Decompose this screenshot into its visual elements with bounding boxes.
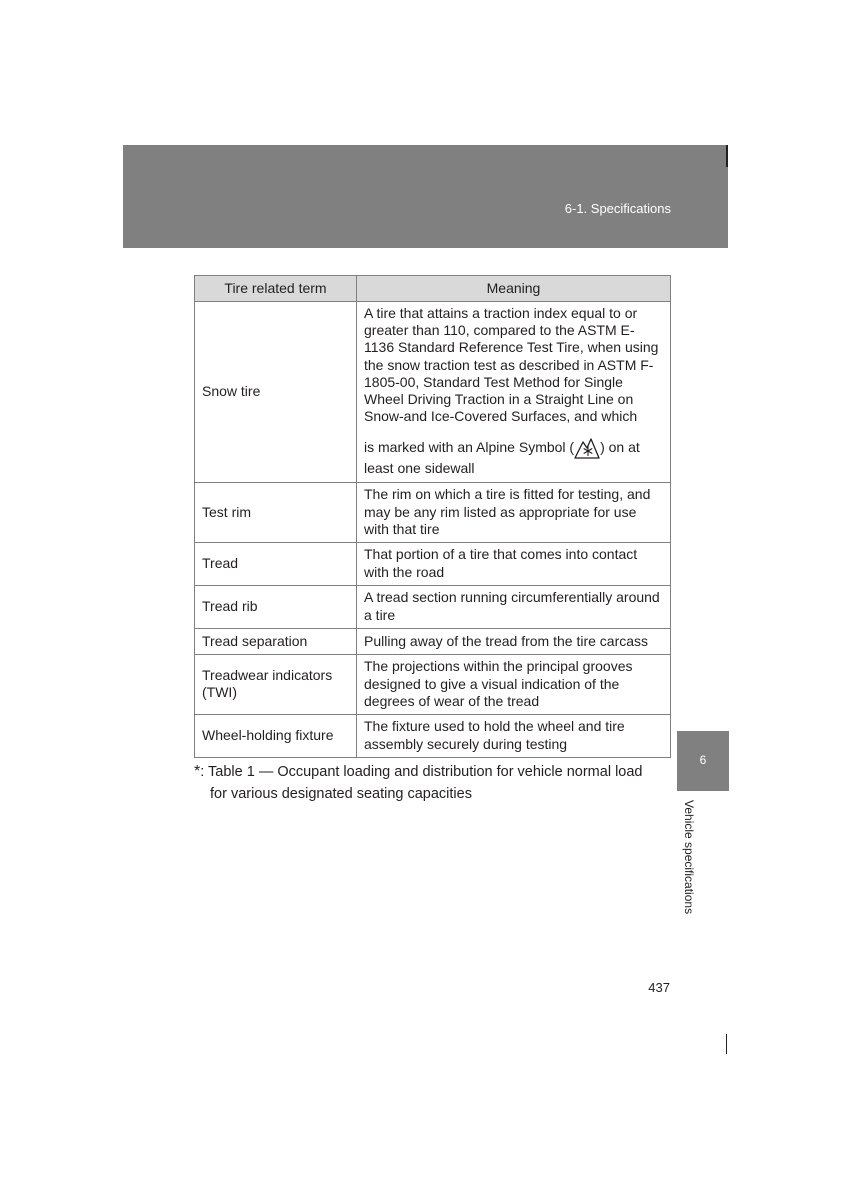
meaning-cell: The rim on which a tire is fitted for testing, and may be any rim listed as appropriate for use with that tire (357, 482, 671, 542)
header-band (123, 145, 728, 248)
table-row (195, 654, 671, 714)
page-number: 437 (648, 980, 670, 995)
footer-mark (726, 1034, 727, 1054)
term-cell: Snow tire (195, 302, 357, 483)
meaning-text-after-symbol: ) on at least one sidewall (364, 439, 640, 477)
table-row (195, 302, 671, 483)
meaning-text-before-symbol: is marked with an Alpine Symbol ( (364, 439, 575, 456)
table-row (195, 714, 671, 757)
term-cell: Tread rib (195, 585, 357, 628)
chapter-tab (677, 731, 729, 791)
table-row (195, 482, 671, 542)
table-row (195, 585, 671, 628)
chapter-number: 6 (699, 753, 707, 767)
header-corner-mark (726, 145, 728, 167)
meaning-cell: A tread section running circumferentially around a tire (357, 585, 671, 628)
term-cell: Test rim (195, 482, 357, 542)
table-footnote (194, 761, 670, 805)
footnote-line-1: : Table 1 — Occupant loading and distribution for vehicle normal load (200, 764, 643, 780)
meaning-text: A tire that attains a traction index equal to or greater than 110, compared to the ASTM E-1136 Standard Reference Test Tire, when using the snow traction test as described in ASTM F-1805-00, Standard Test Method for Single Wheel Driving Traction in a Straight Line on Snow-and Ice-Covered Surfaces, and which (364, 305, 659, 425)
meaning-cell: Pulling away of the tread from the tire carcass (357, 628, 671, 654)
meaning-cell: That portion of a tire that comes into contact with the road (357, 542, 671, 585)
table-row (195, 542, 671, 585)
term-cell: Treadwear indicators (TWI) (195, 654, 357, 714)
tire-terms-table (194, 275, 671, 758)
section-title: 6-1. Specifications (564, 201, 671, 216)
chapter-title: Vehicle specifications (682, 800, 696, 915)
term-cell: Wheel-holding fixture (195, 714, 357, 757)
column-header-meaning: Meaning (357, 276, 671, 302)
meaning-cell (357, 302, 671, 483)
meaning-cell: The projections within the principal grooves designed to give a visual indication of the degrees of wear of the tread (357, 654, 671, 714)
term-cell: Tread separation (195, 628, 357, 654)
meaning-cell: The fixture used to hold the wheel and tire assembly securely during testing (357, 714, 671, 757)
alpine-symbol-line (364, 434, 663, 477)
term-cell: Tread (195, 542, 357, 585)
footnote-line-2: for various designated seating capacities (210, 786, 472, 802)
footnote-marker: * (194, 763, 201, 780)
table-row (195, 628, 671, 654)
alpine-symbol-icon (574, 434, 600, 460)
column-header-term: Tire related term (195, 276, 357, 302)
table-header-row (195, 276, 671, 302)
